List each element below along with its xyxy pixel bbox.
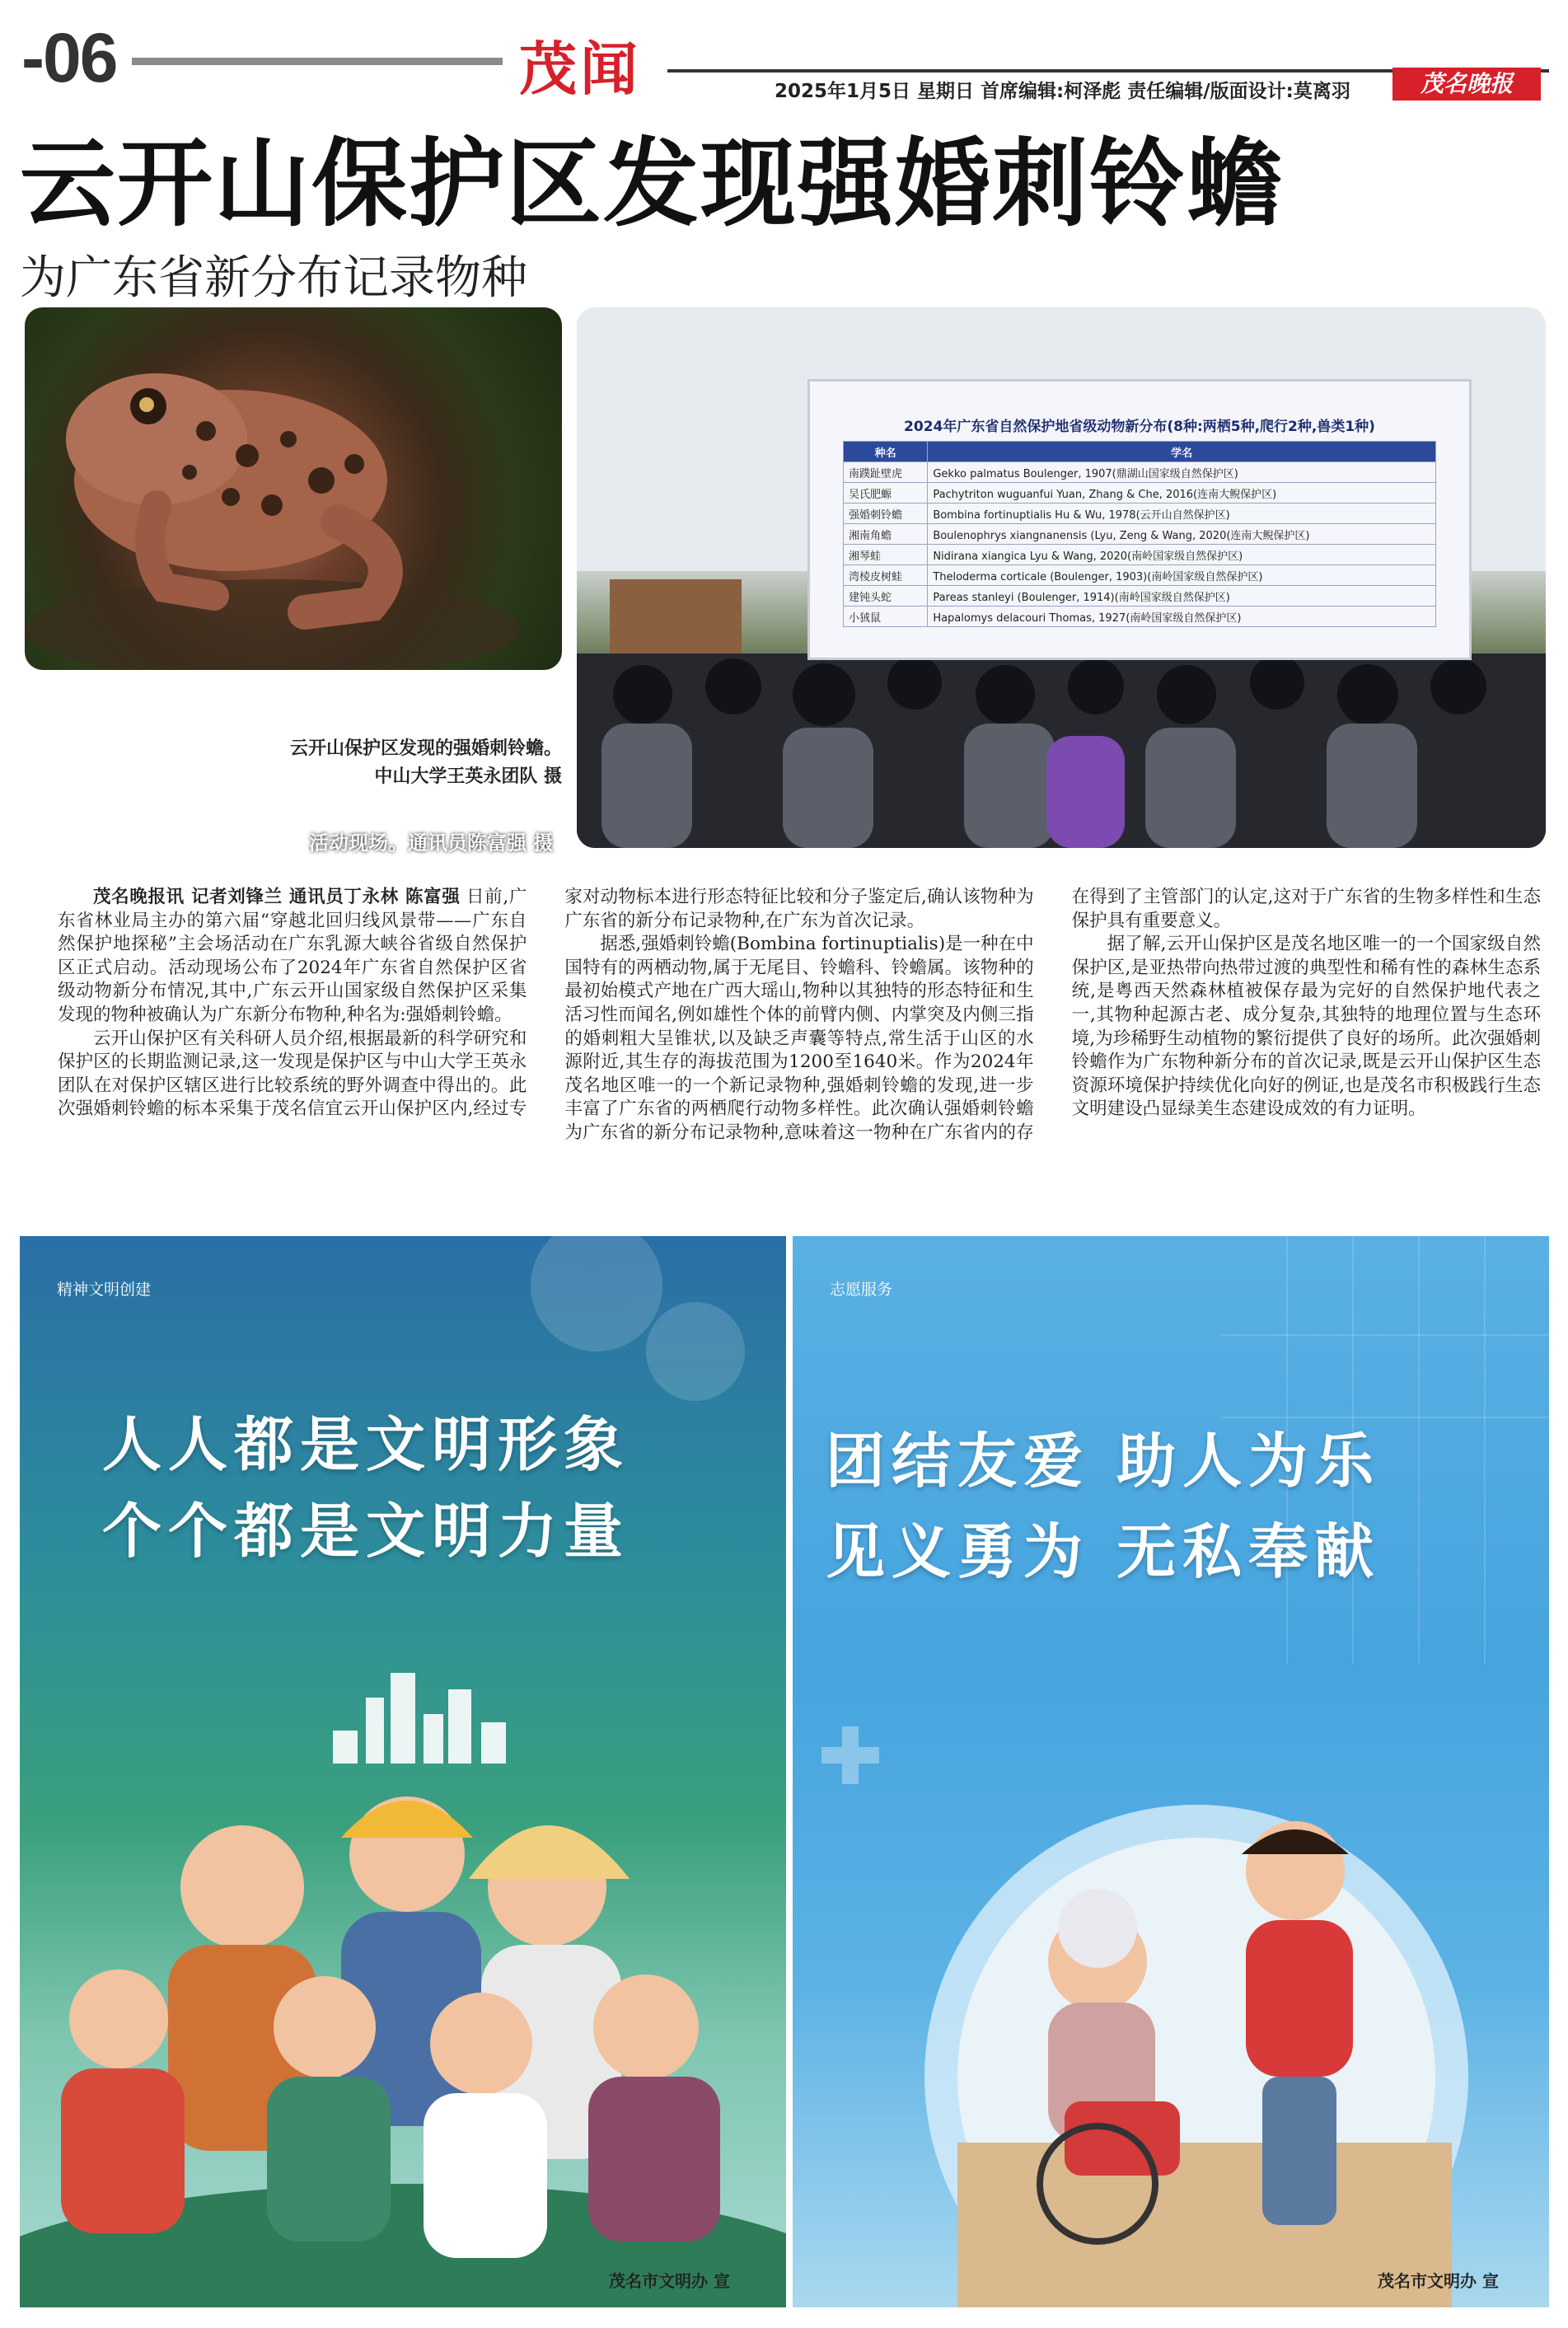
- page-number: -06: [21, 19, 117, 96]
- paragraph-text: 日前,广东省林业局主办的第六届“穿越北回归线风景带——广东自然保护地探秘”主会场活动在广东乳源大峡谷省级自然保护区正式启动。活动现场公布了2024年广东省自然保护区省级动物新分布情况,其中,广东云开山国家级自然保护区采集发现的物种被确认为广东新分布物种,种名为:强婚刺铃蟾。: [58, 887, 527, 1025]
- species-table: [843, 441, 1436, 627]
- table-cell: Bombina fortinuptialis Hu & Wu, 1978(云开山自然保护区): [928, 504, 1436, 524]
- table-cell: 湘琴蛙: [844, 545, 928, 565]
- toad-photo: [25, 307, 562, 670]
- toad-caption-line2: 中山大学王英永团队 摄: [374, 766, 562, 787]
- table-row: [844, 524, 1436, 545]
- paragraph: 据悉,强婚刺铃蟾(Bombina fortinuptialis)是一种在中国特有的两栖动物,属于无尾目、铃蟾科、铃蟾属。该物种的最初始模式产地在广西大瑶山,物种以其独特的形态特征和生活习性而闻名,例如雄性个体的前臂内侧、内掌突及内侧三指的婚刺粗大呈锥状,以及缺乏声囊等特点,常生活于山区的水源附近,其生存的海拔范围为1200至1640米。作为2024年茂名地区唯一的一个新记录物种,强婚刺铃蟾的发现,进一步丰富了广东省的两栖爬行动物多样性。此次确认强婚刺铃蟾为广东省的新分布记录物种,意味着这一物种在广东省内的存在得到了主管部门的认定,这对于广东省的生物多样性和生态保护具有重要意义。: [564, 887, 1541, 1143]
- slogan-line1: 人人都是文明形象: [102, 1409, 630, 1479]
- table-cell: 吴氏肥螈: [844, 483, 928, 504]
- table-row: [844, 607, 1436, 627]
- byline: 茂名晚报讯 记者刘锋兰 通讯员丁永林 陈富强: [93, 887, 461, 907]
- paragraph: 云开山保护区有关科研人员介绍,根据最新的科学研究和保护区的长期监测记录,这一发现是保护区与中山大学王英永团队在对保护区辖区进行比较系统的野外调查中得出的。此次强婚刺铃蟾的标本采集于茂名信宜云开山保护区内,经过专家对动物标本进行形态特征比较和分子鉴定后,确认该物种为广东省的新分布记录物种,在广东为首次记录。: [58, 887, 1034, 1120]
- table-row: [844, 565, 1436, 586]
- header-rule: [132, 58, 503, 65]
- table-row: [844, 483, 1436, 504]
- table-cell: 小狨鼠: [844, 607, 928, 627]
- table-cell: Gekko palmatus Boulenger, 1907(鼎湖山国家级自然保护区): [928, 462, 1436, 483]
- event-photo-caption: 活动现场。通讯员陈富强 摄: [309, 831, 554, 855]
- civilization-poster-left: [20, 1236, 786, 2307]
- table-cell: 湘南角蟾: [844, 524, 928, 545]
- subheadline: 为广东省新分布记录物种: [20, 251, 527, 305]
- volunteer-poster-right: [793, 1236, 1549, 2307]
- table-row: [844, 504, 1436, 524]
- table-row: [844, 586, 1436, 607]
- slogan-line2: 个个都是文明力量: [102, 1496, 630, 1566]
- table-cell: 建钝头蛇: [844, 586, 928, 607]
- volunteer-illustration: [793, 1236, 1549, 2307]
- paragraph: [58, 886, 527, 1028]
- table-cell: Pareas stanleyi (Boulenger, 1914)(南岭国家级自然保护区): [928, 586, 1436, 607]
- poster-credit: 茂名市文明办 宣: [609, 2271, 730, 2291]
- table-header: 学名: [928, 442, 1436, 462]
- table-cell: Nidirana xiangica Lyu & Wang, 2020(南岭国家级自然保护区): [928, 545, 1436, 565]
- slogan-line2: 见义勇为 无私奉献: [826, 1516, 1381, 1586]
- toad-photo-caption: [241, 735, 562, 791]
- table-row: [844, 462, 1436, 483]
- presentation-screen: [807, 379, 1472, 660]
- screen-title: 2024年广东省自然保护地省级动物新分布(8种:两栖5种,爬行2种,兽类1种): [904, 419, 1375, 435]
- table-cell: Pachytriton wuguanfui Yuan, Zhang & Che, 2016(连南大鲵保护区): [928, 483, 1436, 504]
- toad-caption-line1: 云开山保护区发现的强婚刺铃蟾。: [289, 738, 562, 759]
- poster-tag: 志愿服务: [830, 1281, 893, 1299]
- headline: 云开山保护区发现强婚刺铃蟾: [20, 129, 1284, 240]
- issue-info: 2025年1月5日 星期日 首席编辑:柯泽彪 责任编辑/版面设计:莫离羽: [775, 81, 1350, 102]
- table-cell: 湾棱皮树蛙: [844, 565, 928, 586]
- table-cell: Theloderma corticale (Boulenger, 1903)(南岭国家级自然保护区): [928, 565, 1436, 586]
- poster-tag: 精神文明创建: [57, 1281, 152, 1299]
- paragraph: 据了解,云开山保护区是茂名地区唯一的一个国家级自然保护区,是亚热带向热带过渡的典型性和稀有性的森林生态系统,是粤西天然森林植被保存最为完好的自然保护地代表之一,其物种起源古老、成分复杂,其独特的地理位置与生态环境,为珍稀野生动植物的繁衍提供了良好的场所。此次强婚刺铃蟾作为广东物种新分布的首次记录,既是云开山保护区生态资源环境保护持续优化向好的例证,也是茂名市积极践行生态文明建设凸显绿美生态建设成效的有力证明。: [1071, 934, 1541, 1120]
- table-cell: 南蹼趾壁虎: [844, 462, 928, 483]
- article-body: [58, 886, 1541, 1220]
- table-cell: Boulenophrys xiangnanensis (Lyu, Zeng & Wang, 2020(连南大鲵保护区): [928, 524, 1436, 545]
- toad-illustration: [25, 307, 562, 670]
- table-cell: 强婚刺铃蟾: [844, 504, 928, 524]
- section-name: 茂闻: [519, 35, 641, 103]
- newspaper-logo: 茂名晚报: [1392, 68, 1541, 101]
- table-header: 种名: [844, 442, 928, 462]
- table-row: [844, 545, 1436, 565]
- poster-credit: 茂名市文明办 宣: [1378, 2271, 1499, 2291]
- table-cell: Hapalomys delacouri Thomas, 1927(南岭国家级自然保护区): [928, 607, 1436, 627]
- slogan-line1: 团结友爱 助人为乐: [826, 1426, 1381, 1496]
